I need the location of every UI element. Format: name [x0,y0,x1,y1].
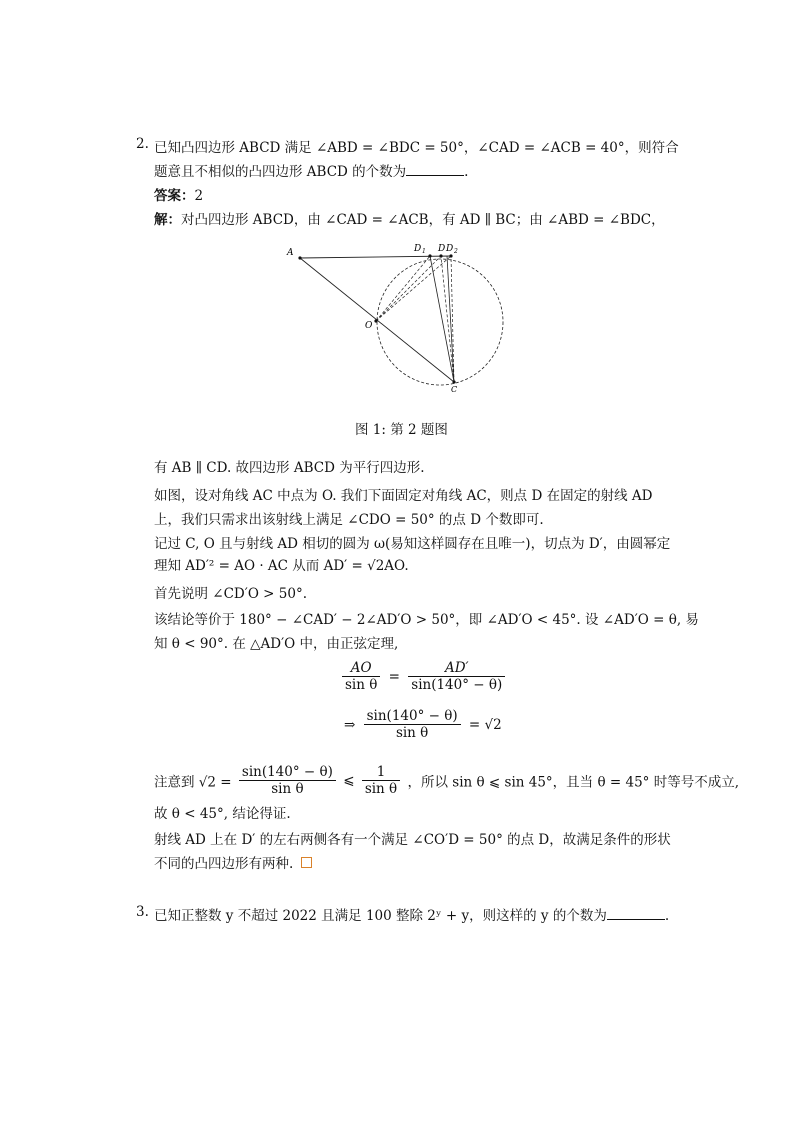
solution-label: 解： [154,212,181,228]
point-a [298,256,301,259]
answer-value: 2 [194,188,204,204]
label-d2-sub: 2 [454,248,458,255]
eq1-left-den: sin θ [345,677,378,693]
solution-text: 对凸四边形 ABCD，由 ∠CAD = ∠ACB，有 AD ∥ BC；由 ∠ABD = ∠BDC， [181,212,665,228]
figure-caption: 图 1: 第 2 题图 [355,422,448,438]
problem2-line2-end: . [464,164,469,180]
para6-frac2-num: 1 [362,764,400,781]
para5-line1: 该结论等价于 180° − ∠CAD′ − 2∠AD′O > 50°，即 ∠AD′O < 45°. 设 ∠AD′O = θ, 易 [154,612,699,628]
qed-box-icon [301,857,312,868]
problem3-text: 已知正整数 y 不超过 2022 且满足 100 整除 2ʸ + y，则这样的 y 的个数为 [154,908,607,924]
point-d [439,254,442,257]
geometry-figure [280,238,510,398]
dashed-c-d [441,256,454,382]
equation1 [342,660,505,693]
eq2-arrow: ⇒ [344,716,356,733]
para3-line1: 记过 C, O 且与射线 AD 相切的圆为 ω(易知这样圆存在且唯一)，切点为 D′，由圆幂定 [154,536,671,552]
para6-leq: ⩽ [343,772,355,789]
problem3-number: 3. [136,904,149,920]
para5-line2: 知 θ < 90°. 在 △AD′O 中，由正弦定理, [154,636,399,652]
label-d1: D [414,244,422,254]
answer-line [154,184,203,204]
point-c [452,380,455,383]
label-d2: D [446,244,454,254]
problem2-line1: 已知凸四边形 ABCD 满足 ∠ABD = ∠BDC = 50°，∠CAD = ∠ACB = 40°，则符合 [154,140,679,156]
point-o [374,319,377,322]
para7-line2 [154,852,312,872]
eq2-num: sin(140° − θ) [364,708,461,725]
eq1-right-den: sin(140° − θ) [411,677,503,693]
solution-line1 [154,208,665,228]
problem3-line [154,904,669,924]
label-d: D [438,244,446,254]
eq1-left-num: AO [342,660,380,677]
dashed-o-d2 [376,256,451,321]
eq1-right-frac [408,660,505,693]
para6-line1 [154,764,739,797]
para6-frac1-num: sin(140° − θ) [239,764,336,781]
para1: 有 AB ∥ CD. 故四边形 ABCD 为平行四边形. [154,460,425,476]
para6-start: 注意到 √2 = [154,774,232,791]
problem2-line2-text: 题意且不相似的凸四边形 ABCD 的个数为 [154,164,407,180]
problem2-line2 [154,160,468,180]
para6-line2: 故 θ < 45°, 结论得证. [154,806,291,822]
para6-frac1-den: sin θ [271,781,304,797]
point-d2 [449,254,452,257]
dashed-o-d [376,256,441,321]
para7-line2-text: 不同的凸四边形有两种. [154,856,294,872]
para2-line1: 如图，设对角线 AC 中点为 O. 我们下面固定对角线 AC，则点 D 在固定的射线 AD [154,488,653,504]
equation2 [344,708,502,741]
para4: 首先说明 ∠CD′O > 50°. [154,586,308,602]
problem3-end: . [664,908,670,924]
para7-line1: 射线 AD 上在 D′ 的左右两侧各有一个满足 ∠CO′D = 50° 的点 D，故满足条件的形状 [154,832,671,848]
eq2-frac [364,708,461,741]
eq2-right: = √2 [468,716,502,733]
eq1-equals: = [388,668,400,685]
eq1-left-frac [342,660,380,693]
para6-frac2 [362,764,400,797]
para6-frac1 [239,764,336,797]
label-c: C [451,385,458,394]
dashed-o-d1 [376,256,430,321]
para2-line2: 上，我们只需求出该射线上满足 ∠CDO = 50° 的点 D 个数即可. [154,512,544,528]
eq1-right-num: AD′ [408,660,505,677]
answer-blank [406,163,464,176]
circle-omega [377,259,503,385]
problem2-number: 2. [136,136,149,152]
answer-label: 答案： [154,188,195,204]
label-o: O [365,321,373,331]
dashed-c-d2 [451,256,454,382]
point-d1 [428,254,431,257]
problem3-blank [607,907,665,920]
para6-frac2-den: sin θ [364,781,398,797]
label-a: A [287,248,294,258]
eq2-den: sin θ [395,725,429,741]
para3-line2: 理知 AD′² = AO · AC 从而 AD′ = √2AO. [154,558,409,574]
label-d1-sub: 1 [422,248,426,255]
para6-end: ，所以 sin θ ⩽ sin 45°，且当 θ = 45° 时等号不成立, [407,774,739,791]
